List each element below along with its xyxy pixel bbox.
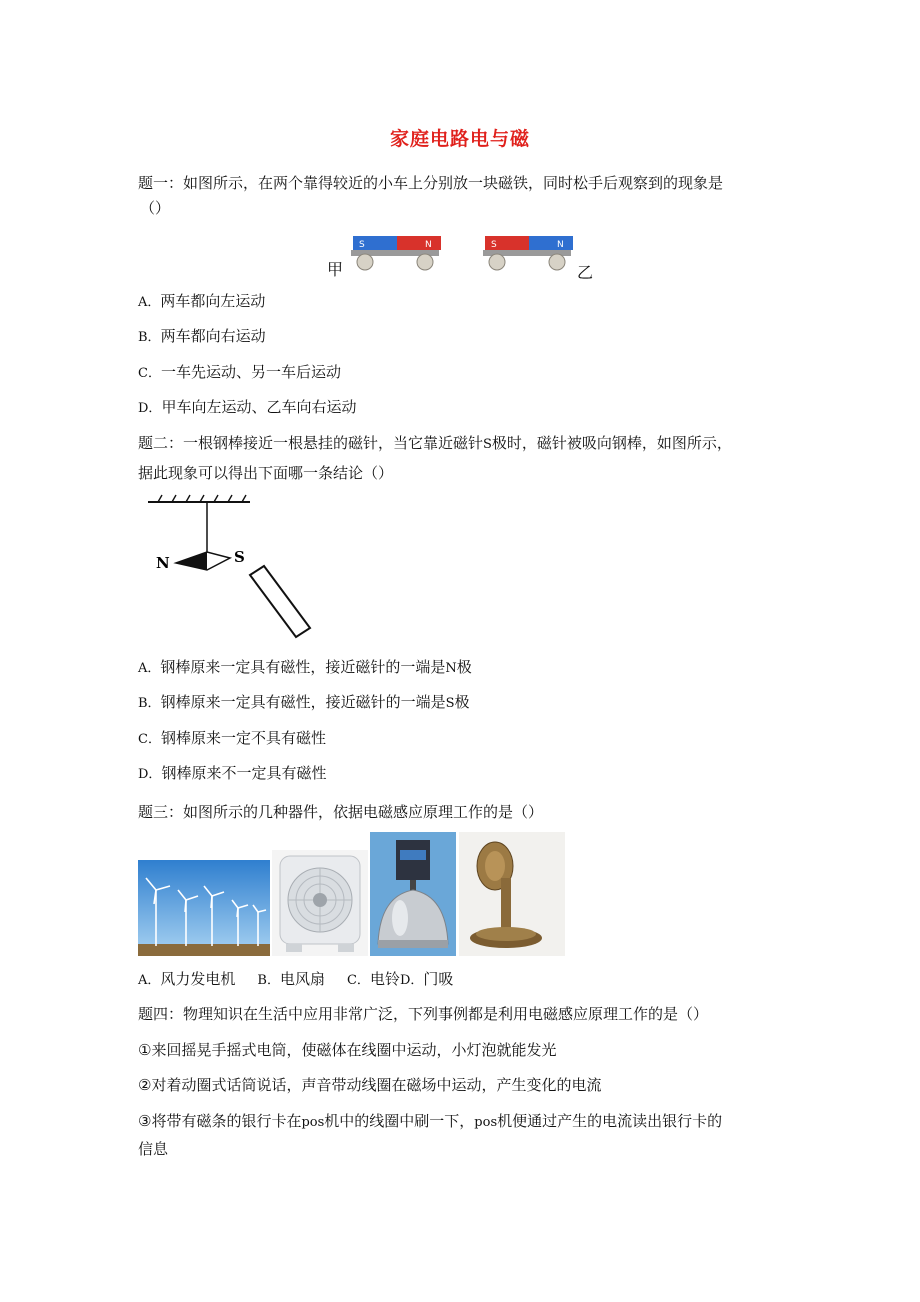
q2-stem-line1: 题二：一根钢棒接近一根悬挂的磁针，当它靠近磁针S极时，磁针被吸向钢棒，如图所示，: [138, 434, 732, 452]
q1-option-d: D．甲车向左运动、乙车向右运动: [138, 398, 357, 416]
needle-n-label: N: [156, 554, 170, 572]
q2-option-a: A．钢棒原来一定具有磁性，接近磁针的一端是N极: [138, 658, 472, 676]
page-title: 家庭电路电与磁: [389, 128, 530, 150]
q4-item-2: ②对着动圈式话筒说话，声音带动线圈在磁场中运动，产生变化的电流: [138, 1076, 602, 1094]
needle-figure: [140, 490, 340, 642]
car-yi-label: 乙: [577, 263, 594, 282]
magnet-n-label: N: [425, 240, 432, 250]
q1-stem-line2: （）: [140, 199, 171, 217]
q2-stem-line2: 据此现象可以得出下面哪一条结论（）: [138, 464, 394, 482]
car-yi-illustration: [477, 232, 577, 272]
q4-item-1: ①来回摇晃手摇式电筒，使磁体在线圈中运动，小灯泡就能发光: [138, 1041, 557, 1059]
q2-option-c: C．钢棒原来一定不具有磁性: [138, 729, 326, 747]
car-jia-figure: [345, 232, 445, 272]
q4-item-3: ③将带有磁条的银行卡在pos机中的线圈中刷一下，pos机便通过产生的电流读出银行卡的: [138, 1112, 723, 1130]
car-yi-figure: [477, 232, 577, 272]
magnet-n-label: N: [557, 240, 564, 250]
needle-s-label: S: [234, 548, 245, 566]
wind-turbine-image: [138, 860, 270, 956]
electric-fan-image: [272, 850, 368, 956]
q3-options: A．风力发电机 B．电风扇 C．电铃D．门吸: [138, 970, 454, 988]
q2-option-d: D．钢棒原来不一定具有磁性: [138, 764, 327, 782]
q4-stem: 题四：物理知识在生活中应用非常广泛，下列事例都是利用电磁感应原理工作的是（）: [138, 1005, 709, 1023]
q2-option-b: B．钢棒原来一定具有磁性，接近磁针的一端是S极: [138, 693, 470, 711]
q1-option-a: A．两车都向左运动: [138, 292, 266, 310]
hanging-needle-diagram: [140, 490, 340, 642]
electric-bell-image: [370, 832, 456, 956]
q1-option-c: C．一车先运动、另一车后运动: [138, 363, 341, 381]
q4-item-3-cont: 信息: [138, 1140, 169, 1158]
car-jia-label: 甲: [327, 260, 344, 279]
q1-stem-line1: 题一：如图所示，在两个靠得较近的小车上分别放一块磁铁，同时松手后观察到的现象是: [138, 174, 724, 192]
q1-option-b: B．两车都向右运动: [138, 327, 266, 345]
q3-stem: 题三：如图所示的几种器件，依据电磁感应原理工作的是（）: [138, 803, 544, 821]
car-jia-illustration: [345, 232, 445, 272]
magnet-s-label: S: [491, 240, 497, 250]
magnet-s-label: S: [359, 240, 365, 250]
door-stopper-image: [459, 832, 565, 956]
